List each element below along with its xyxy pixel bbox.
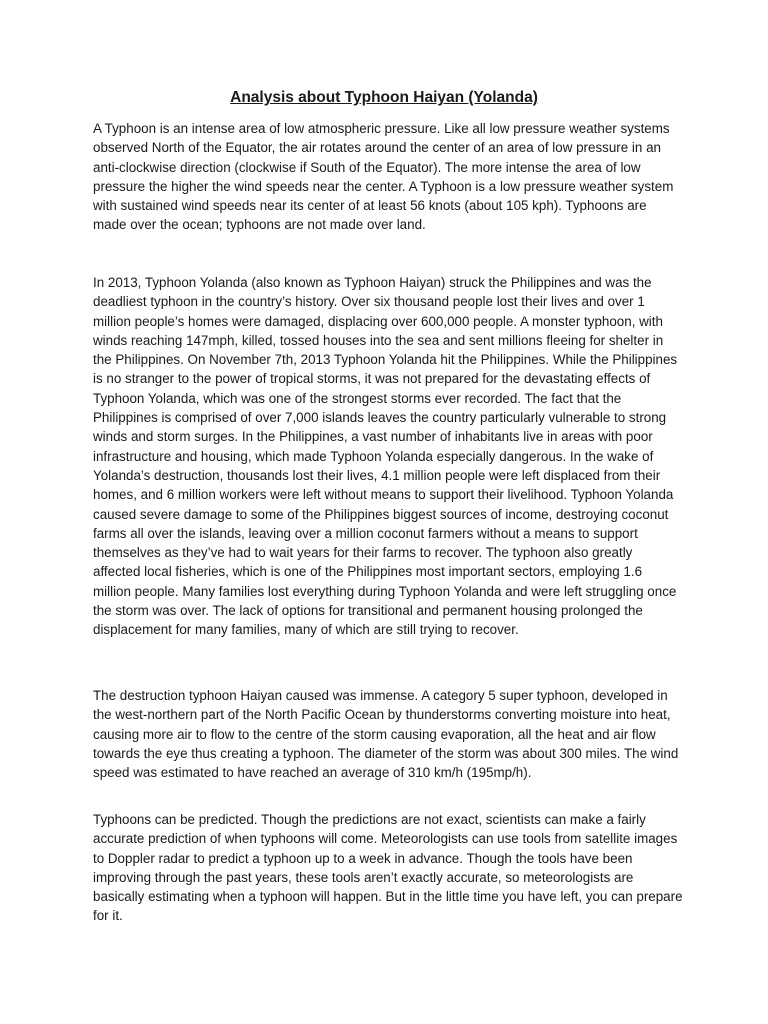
paragraph-typhoon-definition: A Typhoon is an intense area of low atmospheric pressure. Like all low pressure weather systems observed North of the Equator, the air rotates around the center of an area of low pressure in an anti-clockwise direction (clockwise if South of the Equator). The more intense the area of low pressure the higher the wind speeds near the center. A Typhoon is a low pressure weather system with sustained wind speeds near its center of at least 56 knots (about 105 kph). Typhoons are made over the ocean; typhoons are not made over land.: [93, 121, 674, 233]
paragraph-destruction: The destruction typhoon Haiyan caused was immense. A category 5 super typhoon, developed in the west-northern part of the North Pacific Ocean by thunderstorms converting moisture into heat, causing more air to flow to the centre of the storm causing evaporation, all the heat and air flow towards the eye thus creating a typhoon. The diameter of the storm was about 300 miles. The wind speed was estimated to have reached an average of 310 km/h (195mp/h).: [93, 688, 679, 781]
paragraph-prediction: Typhoons can be predicted. Though the predictions are not exact, scientists can make a fairly accurate prediction of when typhoons will come. Meteorologists can use tools from satellite images to Doppler radar to predict a typhoon up to a week in advance. Though the tools have been improving through the past years, these tools aren’t exactly accurate, so meteorologists are basically estimating when a typhoon will happen. But in the little time you have left, you can prepare for it.: [93, 812, 683, 924]
paragraph-yolanda-2013: In 2013, Typhoon Yolanda (also known as Typhoon Haiyan) struck the Philippines and was the deadliest typhoon in the country’s history. Over six thousand people lost their lives and over 1 million people’s homes were damaged, displacing over 600,000 people. A monster typhoon, with winds reaching 147mph, killed, tossed houses into the sea and sent millions fleeing for shelter in the Philippines. On November 7th, 2013 Typhoon Yolanda hit the Philippines. While the Philippines is no stranger to the power of tropical storms, it was not prepared for the devastating effects of Typhoon Yolanda, which was one of the strongest storms ever recorded. The fact that the Philippines is comprised of over 7,000 islands leaves the country particularly vulnerable to strong winds and storm surges. In the Philippines, a vast number of inhabitants live in areas with poor infrastructure and housing, which made Typhoon Yolanda especially dangerous. In the wake of Yolanda’s destruction, thousands lost their lives, 4.1 million people were left displaced from their homes, and 6 million workers were left without means to support their livelihood. Typhoon Yolanda caused severe damage to some of the Philippines biggest sources of income, destroying coconut farms all over the islands, leaving over a million coconut farmers without a means to support themselves as they’ve had to wait years for their farms to recover. The typhoon also greatly affected local fisheries, which is one of the Philippines most important sectors, employing 1.6 million people. Many families lost everything during Typhoon Yolanda and were left struggling once the storm was over. The lack of options for transitional and permanent housing prolonged the displacement for many families, many of which are still trying to recover.: [93, 275, 678, 638]
document-title: Analysis about Typhoon Haiyan (Yolanda): [230, 89, 538, 106]
